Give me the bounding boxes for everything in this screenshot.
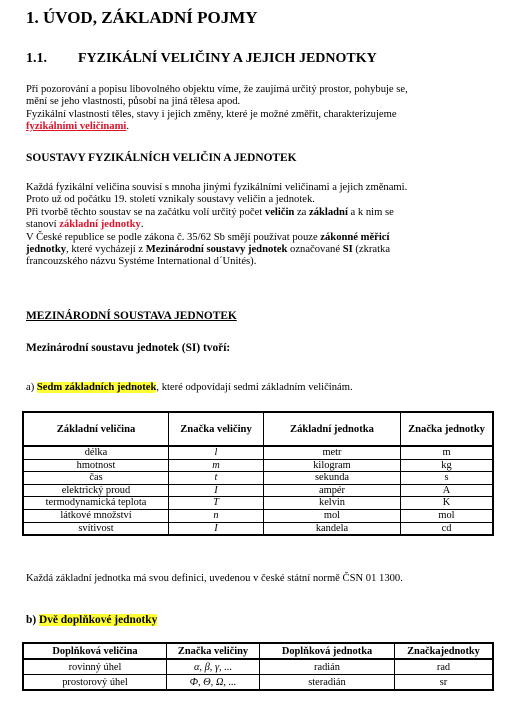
item-a <box>26 382 488 394</box>
item-b-label: b) <box>26 614 39 626</box>
cell: Ф, Θ, Ω, ... <box>167 675 260 691</box>
cell: mol <box>264 509 401 522</box>
item-a-line <box>26 382 488 394</box>
table-row <box>23 522 493 535</box>
cell: α, β, γ, ... <box>167 659 260 675</box>
cell: kandela <box>264 522 401 535</box>
section-heading: FYZIKÁLNÍ VELIČINY A JEJICH JEDNOTKY <box>78 51 377 66</box>
term-si-name: Mezinárodní soustavy jednotek <box>145 244 288 256</box>
text: , které odpovídají sedmi základním veličinám. <box>156 382 353 393</box>
intro-line-4 <box>26 121 488 133</box>
systems-heading: SOUSTAVY FYZIKÁLNÍCH VELIČIN A JEDNOTEK <box>26 152 297 164</box>
table-header-row <box>23 412 493 446</box>
cell: kilogram <box>264 459 401 472</box>
cell: rovinný úhel <box>23 659 167 675</box>
col-header-quantity-symbol: Značka veličiny <box>167 643 260 659</box>
cell: A <box>401 484 494 497</box>
intro-line-3: Fyzikální vlastnosti těles, stavy i jejich změny, které je možné změřit, charakterizujeme <box>26 108 397 120</box>
text: Při tvorbě těchto soustav se na začátku volí určitý počet <box>26 206 265 218</box>
col-header-unit-symbol: Značkajednotky <box>395 643 494 659</box>
cell: t <box>169 472 264 485</box>
term-physical-quantities: fyzikálními veličinami <box>26 121 127 133</box>
systems-line-6 <box>26 244 488 256</box>
text: V České republice se podle zákona č. 35/62 Sb smějí používat pouze <box>26 231 321 243</box>
table-row <box>23 659 493 675</box>
cell: T <box>169 497 264 510</box>
col-header-quantity: Základní veličina <box>23 412 169 446</box>
chapter-heading: 1. ÚVOD, ZÁKLADNÍ POJMY <box>26 8 258 27</box>
systems-paragraph <box>26 182 488 269</box>
text: stanoví <box>26 219 60 231</box>
text: , které vycházejí z <box>66 244 146 256</box>
systems-line-3 <box>26 207 488 219</box>
cell: ampér <box>264 484 401 497</box>
cell: m <box>169 459 264 472</box>
section-number: 1.1. <box>26 51 47 66</box>
systems-line-7: francouzského názvu Systéme International d´Unités). <box>26 256 257 268</box>
highlight-two-supplementary-units: Dvě doplňkové jednotky <box>38 614 158 626</box>
cell: kelvin <box>264 497 401 510</box>
cell: sekunda <box>264 472 401 485</box>
table-row <box>23 446 493 459</box>
col-header-unit: Základní jednotka <box>264 412 401 446</box>
col-header-unit: Doplňková jednotka <box>260 643 395 659</box>
cell: K <box>401 497 494 510</box>
table-row <box>23 484 493 497</box>
cell: m <box>401 446 494 459</box>
base-units-table <box>22 411 494 536</box>
cell: prostorový úhel <box>23 675 167 691</box>
cell: mol <box>401 509 494 522</box>
cell: sr <box>395 675 494 691</box>
systems-line-1: Každá fyzikální veličina souvisí s mnoha jinými fyzikálními veličinami a jejich změnami. <box>26 182 408 193</box>
period: . <box>126 121 129 133</box>
after-table-text <box>26 573 488 585</box>
text: (zkratka <box>352 244 391 256</box>
systems-line-4 <box>26 219 488 231</box>
table-row <box>23 675 493 691</box>
intro-line-2: mění se jeho vlastnosti, působí na jiná tělesa apod. <box>26 96 241 108</box>
cell: I <box>169 522 264 535</box>
systems-line-2: Proto už od počátku 19. století vznikaly soustavy veličin a jednotek. <box>26 194 315 206</box>
cell: kg <box>401 459 494 472</box>
table-header-row <box>23 643 493 659</box>
item-a-label: a) <box>26 382 37 393</box>
cell: metr <box>264 446 401 459</box>
col-header-quantity-symbol: Značka veličiny <box>169 412 264 446</box>
cell: n <box>169 509 264 522</box>
text: a k nim se <box>347 206 394 218</box>
item-b <box>26 614 157 626</box>
table-row <box>23 472 493 485</box>
term-base-units: základní jednotky <box>59 219 141 231</box>
highlight-seven-base-units: Sedm základních jednotek <box>36 382 157 393</box>
si-heading: MEZINÁRODNÍ SOUSTAVA JEDNOTEK <box>26 310 237 322</box>
term-units: jednotky <box>26 244 67 256</box>
text: za <box>294 206 310 218</box>
cell: čas <box>23 472 169 485</box>
norm-reference: Každá základní jednotka má svou definici, uvedenou v české státní normě ČSN 01 1300. <box>26 573 403 584</box>
term-quantities: veličin <box>264 206 295 218</box>
intro-line-1: Při pozorování a popisu libovolného objektu víme, že zaujímá určitý prostor, pohybuje se, <box>26 84 408 95</box>
intro-paragraph <box>26 84 488 134</box>
col-header-unit-symbol: Značka jednotky <box>401 412 494 446</box>
table-row <box>23 459 493 472</box>
term-legal-units: zákonné měřicí <box>320 231 390 243</box>
cell: l <box>169 446 264 459</box>
cell: rad <box>395 659 494 675</box>
systems-line-5 <box>26 232 488 244</box>
cell: s <box>401 472 494 485</box>
cell: hmotnost <box>23 459 169 472</box>
term-si: SI <box>342 244 353 256</box>
si-subheading: Mezinárodní soustavu jednotek (SI) tvoří: <box>26 342 231 354</box>
cell: I <box>169 484 264 497</box>
period: . <box>140 219 144 231</box>
supplementary-units-table <box>22 642 494 691</box>
cell: steradián <box>260 675 395 691</box>
cell: délka <box>23 446 169 459</box>
col-header-quantity: Doplňková veličina <box>23 643 167 659</box>
cell: svítivost <box>23 522 169 535</box>
cell: radián <box>260 659 395 675</box>
table-row <box>23 509 493 522</box>
cell: látkové množství <box>23 509 169 522</box>
table-row <box>23 497 493 510</box>
text: označované <box>287 244 343 256</box>
term-base: základní <box>309 206 348 218</box>
cell: cd <box>401 522 494 535</box>
cell: elektrický proud <box>23 484 169 497</box>
cell: termodynamická teplota <box>23 497 169 510</box>
